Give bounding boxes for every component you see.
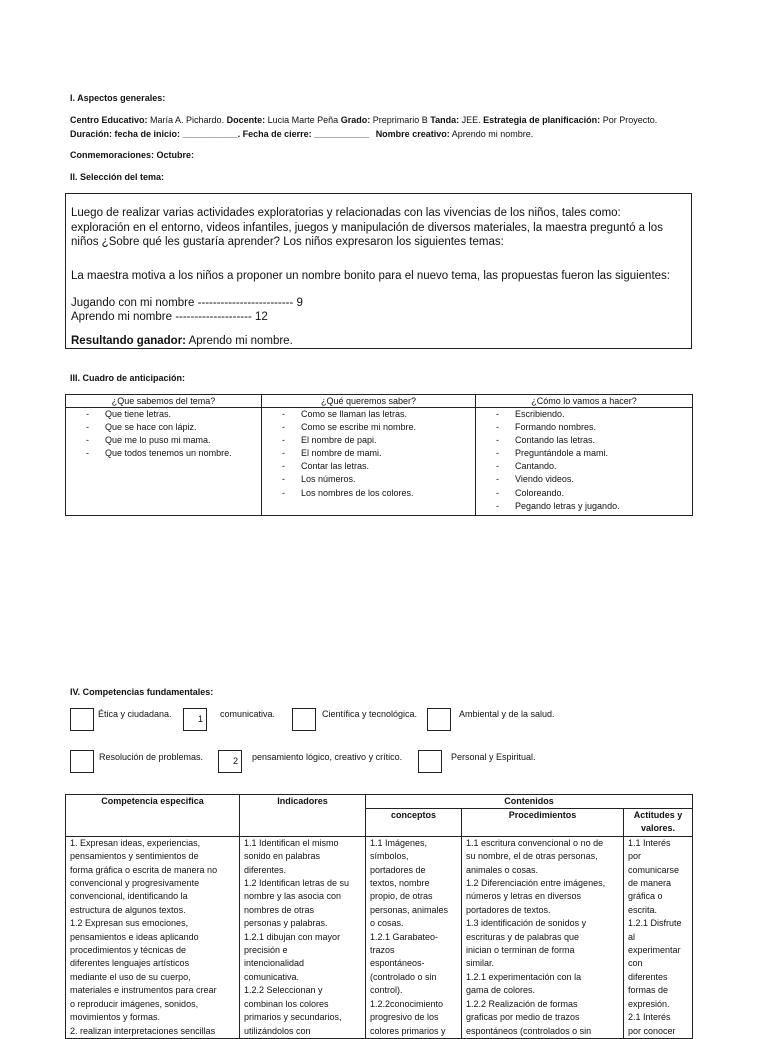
text-line: de manera [628, 878, 672, 889]
text-line: 1.2.1 Disfrute [628, 918, 682, 929]
text-line: pensamientos y sentimientos de [70, 851, 199, 862]
list-item: - Contando las letras. [496, 434, 692, 447]
text-line: por [628, 851, 642, 862]
text-line: 1.1 escritura convencional o no de [466, 837, 604, 848]
text-line: 1. Expresan ideas, experiencias, [70, 837, 201, 848]
text-line: estructura de algunos textos. [70, 904, 186, 915]
text-line: graficas por medio de trazos [466, 1012, 580, 1023]
text-line: espontáneos- [370, 958, 425, 969]
checkbox-resolucion[interactable] [70, 750, 94, 773]
list-item: - Coloreando. [496, 487, 692, 500]
tanda-value: JEE. [461, 115, 481, 125]
list-item: - Que se hace con lápiz. [86, 421, 261, 434]
checkbox-pensamiento[interactable]: 2 [218, 750, 242, 773]
label-personal: Personal y Espiritual. [451, 752, 536, 762]
header-procedimientos: Procedimientos [462, 809, 624, 837]
list-item: - Preguntándole a mami. [496, 447, 692, 460]
tema-paragraph-2: La maestra motiva a los niños a proponer un nombre bonito para el nuevo tema, las propuestas fueron las siguientes: [71, 270, 670, 282]
list-item: - Pegando letras y jugando. [496, 500, 692, 513]
docente-value: Lucia Marte Peña [267, 115, 339, 125]
text-line: comunicativa. [244, 971, 300, 982]
duracion-label: Duración: fecha de inicio: ___________. Fecha de cierre: ___________ [70, 129, 370, 139]
grado-value: Preprimario B [372, 115, 428, 125]
text-line: convencional y progresivamente [70, 878, 200, 889]
label-comunicativa: comunicativa. [220, 709, 276, 719]
text-line: portadores de textos. [466, 904, 551, 915]
text-line: nombre y las asocia con [244, 891, 342, 902]
antic-col-como [476, 408, 693, 516]
text-line: primarios y secundarios, [244, 1012, 342, 1023]
checkbox-personal[interactable] [418, 750, 442, 773]
text-line: con [628, 958, 643, 969]
competencias-table [65, 794, 693, 1039]
nombre-creativo-value: Aprendo mi nombre. [451, 129, 534, 139]
list-item: - Los números. [282, 473, 475, 486]
tanda-label: Tanda: [430, 115, 460, 125]
text-line: 1.1 Imágenes, [370, 837, 428, 848]
checkbox-comunicativa[interactable]: 1 [183, 708, 207, 731]
text-line: diferentes [628, 971, 668, 982]
text-line: similar. [466, 958, 495, 969]
label-resolucion: Resolución de problemas. [99, 752, 204, 762]
text-line: (controlado o sin [370, 971, 437, 982]
estrategia-value: Por Proyecto. [602, 115, 658, 125]
estrategia-label: Estrategia de planificación: [483, 115, 601, 125]
text-line: símbolos, [370, 851, 409, 862]
list-item: - El nombre de mami. [282, 447, 475, 460]
anticipation-table [65, 394, 693, 516]
text-line: convencional, identificando la [70, 891, 188, 902]
list-item: - Formando nombres. [496, 421, 692, 434]
text-line: 1.2.1 Garabateo- [370, 931, 439, 942]
text-line: escrita. [628, 904, 658, 915]
list-item: - Que tiene letras. [86, 408, 261, 421]
text-line: espontáneos (controlados o sin [466, 1025, 592, 1036]
label-etica: Ética y ciudadana. [98, 709, 172, 719]
label-ambiental: Ambiental y de la salud. [459, 709, 555, 719]
text-line: propio, de otras [370, 891, 433, 902]
list-item: - Viendo videos. [496, 473, 692, 486]
label-pensamiento: pensamiento lógico, creativo y crítico. [252, 752, 403, 762]
text-line: 2.1 Interés [628, 1012, 671, 1023]
text-line: comunicarse [628, 864, 680, 875]
text-line: trazos [370, 945, 395, 956]
tema-box [65, 193, 692, 349]
text-line: control). [370, 985, 403, 996]
cell-competencia [66, 836, 240, 1038]
conmemoraciones: Conmemoraciones: Octubre: [70, 150, 195, 160]
tema-ganador [71, 334, 293, 349]
text-line: o reproducir imágenes, sonidos, [70, 998, 199, 1009]
header-indicadores: Indicadores [240, 795, 366, 837]
list-item: - Contar las letras. [282, 460, 475, 473]
text-line: 2. realizan interpretaciones sencillas [70, 1025, 216, 1036]
text-line: 1.1 Interés [628, 837, 671, 848]
antic-header-queremos: ¿Qué queremos saber? [262, 395, 476, 408]
list-item: - Que todos tenemos un nombre. [86, 447, 261, 460]
list-item: - Los nombres de los colores. [282, 487, 475, 500]
section-heading-competencias: IV. Competencias fundamentales: [70, 687, 214, 697]
text-line: movimientos y formas. [70, 1012, 161, 1023]
tema-paragraph-line-3: niños ¿Sobre qué les gustaría aprender? Los niños expresaron los siguientes temas: [71, 236, 504, 248]
text-line: pensamientos e ideas aplicando [70, 931, 199, 942]
checkbox-etica[interactable] [70, 708, 94, 731]
text-line: escrituras y de palabras que [466, 931, 580, 942]
text-line: inician o terminan de forma [466, 945, 575, 956]
list-item: - Escribiendo. [496, 408, 692, 421]
text-line: textos, nombre [370, 878, 430, 889]
tema-option-1: Jugando con mi nombre ------------------------- 9 [71, 297, 303, 309]
text-line: 1.2.1 dibujan con mayor [244, 931, 341, 942]
text-line: utilizándolos con [244, 1025, 311, 1036]
text-line: portadores de [370, 864, 426, 875]
text-line: números y letras en diversos [466, 891, 582, 902]
label-cientifica: Científica y tecnológica. [322, 709, 418, 719]
checkbox-cientifica[interactable] [292, 708, 316, 731]
header-contenidos: Contenidos [366, 795, 693, 809]
section-heading-tema: II. Selección del tema: [70, 172, 165, 182]
text-line: intencionalidad [244, 958, 305, 969]
text-line: materiales e instrumentos para crear [70, 985, 217, 996]
tema-paragraph-line-1: Luego de realizar varias actividades exploratorias y relacionadas con las vivencias de los niños, tales como: [71, 207, 621, 219]
text-line: 1.3 identificación de sonidos y [466, 918, 587, 929]
text-line: personas, animales [370, 904, 449, 915]
text-line: 1.2.1 experimentación con la [466, 971, 582, 982]
tema-paragraph-line-2: exploración en el entorno, videos infantiles, juegos y manipulación de diversos materiales, la maestra preguntó a los [71, 221, 663, 234]
list-item: - Como se escribe mi nombre. [282, 421, 475, 434]
antic-header-como: ¿Cómo lo vamos a hacer? [476, 395, 693, 408]
text-line: 1.2.2 Seleccionan y [244, 985, 323, 996]
text-line: al [628, 931, 636, 942]
section-heading-anticipacion: III. Cuadro de anticipación: [70, 373, 186, 383]
text-line: nombres de otras [244, 904, 315, 915]
text-line: precisión e [244, 945, 288, 956]
list-item: - El nombre de papi. [282, 434, 475, 447]
text-line: experimentar [628, 945, 681, 956]
info-line-1 [70, 114, 657, 127]
header-conceptos: conceptos [366, 809, 462, 837]
text-line: expresión. [628, 998, 670, 1009]
text-line: 1.2.2conocimiento [370, 998, 444, 1009]
text-line: colores primarios y [370, 1025, 446, 1036]
list-item: - Que me lo puso mi mama. [86, 434, 261, 447]
text-line: sonido en palabras [244, 851, 321, 862]
text-line: diferentes lenguajes artísticos [70, 958, 190, 969]
text-line: personas y palabras. [244, 918, 328, 929]
checkbox-ambiental[interactable] [427, 708, 451, 731]
docente-label: Docente: [226, 115, 266, 125]
list-item: - Cantando. [496, 460, 692, 473]
section-heading-aspectos: I. Aspectos generales: [70, 93, 166, 103]
ganador-value: Aprendo mi nombre. [188, 335, 293, 347]
tema-option-2: Aprendo mi nombre -------------------- 12 [71, 311, 268, 323]
text-line: 1.2 Identifican letras de su [244, 878, 350, 889]
grado-label: Grado: [340, 115, 371, 125]
text-line: su nombre, el de otras personas, [466, 851, 598, 862]
cell-indicadores [240, 836, 366, 1038]
text-line: 1.2 Diferenciación entre imágenes, [466, 878, 606, 889]
text-line: 1.1 Identifican el mismo [244, 837, 339, 848]
centro-value: María A. Pichardo. [150, 115, 225, 125]
antic-header-sabemos: ¿Que sabemos del tema? [66, 395, 262, 408]
text-line: mediante el uso de su cuerpo, [70, 971, 191, 982]
antic-col-sabemos [66, 408, 262, 516]
nombre-creativo-label: Nombre creativo: [375, 129, 450, 139]
centro-label: Centro Educativo: [70, 115, 148, 125]
list-item: - Como se llaman las letras. [282, 408, 475, 421]
text-line: diferentes. [244, 864, 287, 875]
text-line: o cosas. [370, 918, 404, 929]
text-line: progresivo de los [370, 1012, 439, 1023]
header-actitudes: Actitudes y valores. [624, 809, 693, 837]
text-line: procedimientos y técnicas de [70, 945, 187, 956]
text-line: gama de colores. [466, 985, 536, 996]
text-line: 1.2.2 Realización de formas [466, 998, 578, 1009]
cell-conceptos [366, 836, 462, 1038]
text-line: gráfica o [628, 891, 663, 902]
text-line: combinan los colores [244, 998, 329, 1009]
antic-col-queremos [262, 408, 476, 516]
ganador-label: Resultando ganador: [71, 335, 187, 347]
text-line: 1.2 Expresan sus emociones, [70, 918, 189, 929]
text-line: por conocer [628, 1025, 676, 1036]
cell-actitudes [624, 836, 693, 1038]
header-competencia: Competencia especifica [66, 795, 240, 837]
text-line: forma gráfica o escrita de manera no [70, 864, 218, 875]
cell-procedimientos [462, 836, 624, 1038]
text-line: animales o cosas. [466, 864, 539, 875]
text-line: formas de [628, 985, 669, 996]
info-line-2 [70, 128, 533, 141]
